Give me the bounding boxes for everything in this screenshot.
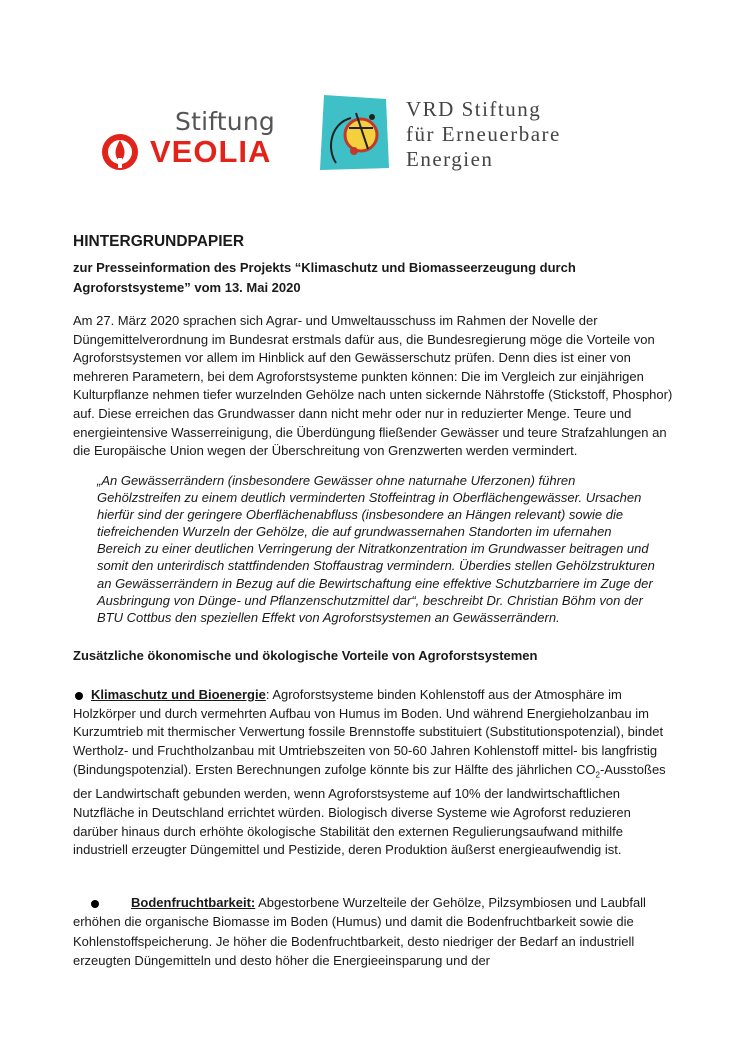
vrd-line-2: für Erneuerbare [406,122,561,146]
bullet-term: Klimaschutz und Bioenergie [91,687,266,702]
bullet-icon [91,900,99,908]
section-heading: Zusätzliche ökonomische und ökologische Vorteile von Agroforstsystemen [73,648,538,663]
expert-quote: „An Gewässerrändern (insbesondere Gewässer ohne naturnahe Uferzonen) führen Gehölzstreifen zu einem deutlich verminderten Stoffeintrag in Oberflächengewässer. Ursachen hierfür sind der geringere Oberflächenabfluss (insbesondere an Hängen relevant) sowie die tiefreichenden Wurzeln der Gehölze, die auf grundwassernahen Standorten im ufernahen Bereich zu einer deutlichen Verringerung der Nitratkonzentration im Grundwasser beitragen und somit den unterirdisch stattfindenden Stoffaustrag vermindern. Überdies stellen Gehölzstrukturen an Gewässerrändern in Bezug auf die Bewirtschaftung eine effektive Schutzbarriere im Zuge der Ausbringung von Dünge- und Pflanzenschutzmittel dar“, beschreibt Dr. Christian Böhm von der BTU Cottbus den speziellen Effekt von Agroforstsystemen an Gewässerrändern. [97,473,655,625]
document-title: HINTERGRUNDPAPIER [73,233,245,250]
vrd-line-3: Energien [406,147,494,171]
bullet-text: Abgestorbene Wurzelteile der Gehölze, Pilzsymbiosen und Laubfall erhöhen die organische Biomasse im Boden (Humus) und damit die Bodenfruchtbarkeit sowie die Kohlenstoffspeicherung. Je höher die Bodenfruchtbarkeit, desto niedriger der Bedarf an industriell erzeugten Düngemitteln und desto höher die Energieeinsparung und der [73,895,646,968]
vrd-line-1: VRD Stiftung [406,97,542,121]
bullet-klimaschutz [73,686,673,860]
intro-paragraph: Am 27. März 2020 sprachen sich Agrar- und Umweltausschuss im Rahmen der Novelle der Düngemittelverordnung im Bundesrat erstmals dafür aus, die Bundesregierung möge die Vorteile von Agroforstsystemen vor allem im Hinblick auf den Gewässerschutz prüfen. Denn dies ist einer von mehreren Parametern, bei dem Agroforstsysteme punkten können: Die im Vergleich zur einjährigen Kulturpflanze nehmen tiefer wurzelnden Gehölze nach unten sickernde Nährstoffe (Stickstoff, Phosphor) auf. Diese erreichen das Grundwasser dann nicht mehr oder nur in reduzierter Menge. Teure und energieintensive Wasserreinigung, die Überdüngung fließender Gewässer und teure Strafzahlungen an die Europäische Union wegen der Überschreitung von Grenzwerten werden vermindert. [73,313,673,459]
vrd-emblem-icon [316,93,391,172]
co2-subscript: 2 [595,770,600,780]
veolia-stiftung-text: Stiftung [175,107,275,136]
bullet-text: : Agroforstsysteme binden Kohlenstoff aus der Atmosphäre im Holzkörper und durch vermehrten Aufbau von Humus im Boden. Und während Energieholzanbau im Kurzumtrieb mit thermischer Verwertung fossile Brennstoffe substituiert (Substitutionspotenzial), bindet Wertholz- und Fruchtholzanbau mit Umtriebszeiten von 50-60 Jahren Kohlenstoff mittel- bis langfristig (Bindungspotenzial). Ersten Berechnungen zufolge könnte bis zur Hälfte des jährlichen CO [73,687,664,777]
vrd-name [406,97,561,172]
veolia-logo [100,107,280,167]
document-title-block [73,233,673,251]
bullet-text-cont: -Ausstoßes der Landwirtschaft gebunden werden, wenn Agroforstsysteme auf 10% der landwirtschaftlichen Nutzfläche in Deutschland errichtet würden. Biologisch diverse Systeme wie Agroforst reduzieren darüber hinaus durch erhöhte ökologische Stabilität den externen Regulierungsaufwand mithilfe industriell erzeugter Düngemittel und Pestizide, deren Produktion äußerst energieaufwendig ist. [73,761,666,858]
bullet-term: Bodenfruchtbarkeit: [131,895,256,910]
veolia-drop-icon [100,132,140,172]
veolia-name-text: VEOLIA [150,134,272,169]
bullet-icon [75,692,83,700]
document-subtitle: zur Presseinformation des Projekts “Klimaschutz und Biomasseerzeugung durch Agroforstsysteme” vom 13. Mai 2020 [73,260,576,295]
bullet-bodenfruchtbarkeit [73,893,673,970]
